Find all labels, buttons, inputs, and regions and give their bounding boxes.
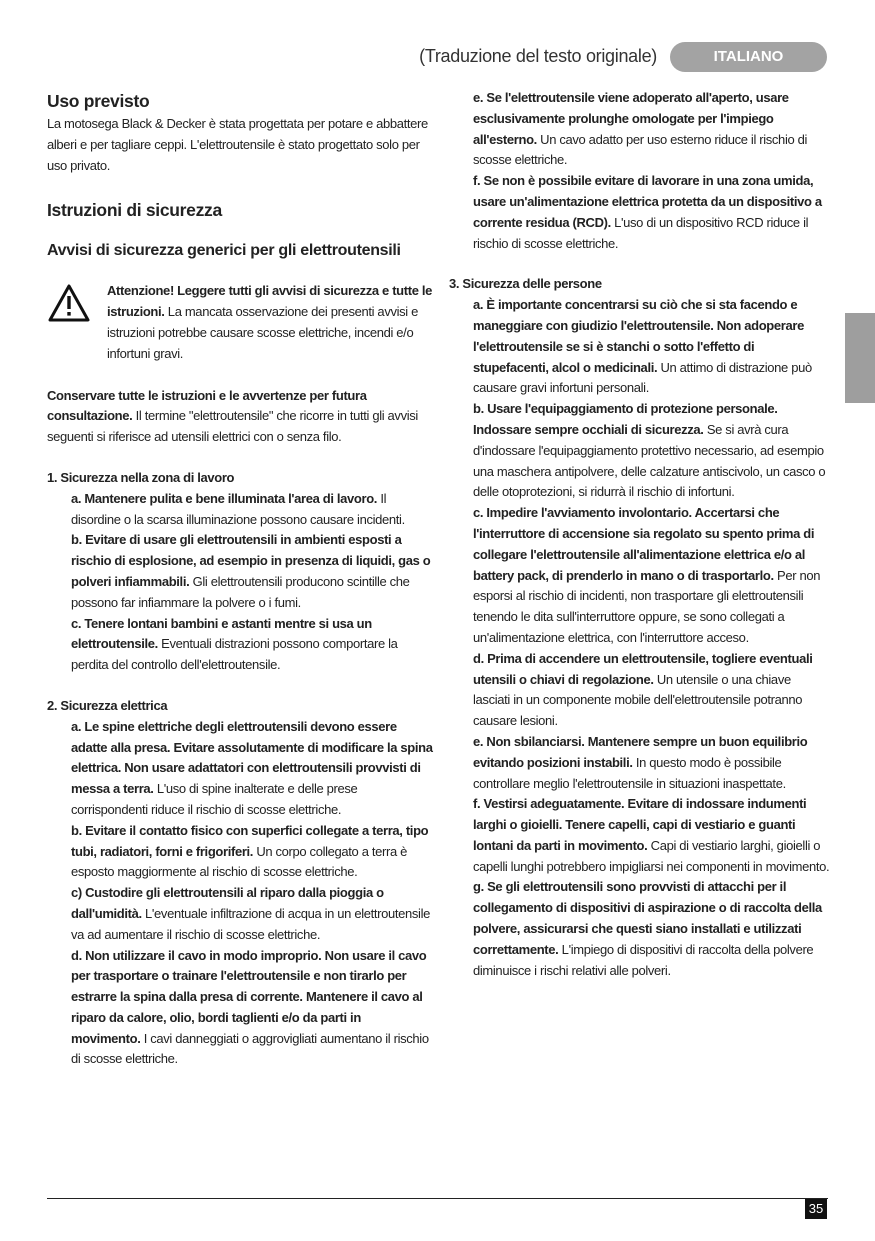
warning-text	[107, 281, 433, 364]
intended-use-heading: Uso previsto	[47, 91, 150, 111]
work-area-list	[47, 489, 433, 676]
list-item: a. È importante concentrarsi su ciò che si sta facendo e maneggiare con giudizio l'elettroutensile. Non adoperare l'elettroutensile se si è stanchi o sotto l'effetto di stupefacenti, alcol o medicinali. Un attimo di distrazione può causare gravi infortuni personali.	[473, 297, 812, 396]
keep-detail: Il termine "elettroutensile" che ricorre in tutti gli avvisi seguenti si riferisce ad utensili elettrici con o senza filo.	[47, 408, 418, 445]
list-item: f. Se non è possibile evitare di lavorare in una zona umida, usare un'alimentazione elettrica protetta da un dispositivo a corrente residua (RCD). L'uso di un dispositivo RCD riduce il rischio di scosse elettriche.	[473, 173, 822, 251]
intended-use-text: La motosega Black & Decker è stata progettata per potare e abbattere alberi e per tagliare ceppi. L'elettroutensile è stato progettato solo per uso privato.	[47, 116, 428, 173]
list-item: b. Evitare il contatto fisico con superfici collegate a terra, tipo tubi, radiatori, forni e frigoriferi. Un corpo collegato a terra è esposto maggiormente al rischio di scosse elettriche.	[71, 822, 429, 880]
footer-rule	[47, 1198, 828, 1199]
electrical-safety-list	[47, 717, 433, 1071]
personal-safety-heading: 3. Sicurezza delle persone	[449, 276, 602, 292]
list-item: c. Impedire l'avviamento involontario. Accertarsi che l'interruttore di accensione sia regolato su spento prima di collegare l'elettroutensile all'alimentazione elettrica e/o al battery pack, di prenderlo in mano o di trasportarlo. Per non esporsi al rischio di incidenti, non trasportare gli elettroutensili tenendo le dita sull'interruttore oppure, se sono collegati a un'alimentazione elettrica, con l'interruttore acceso.	[473, 505, 821, 645]
personal-safety-list	[449, 295, 831, 981]
electrical-safety-heading: 2. Sicurezza elettrica	[47, 697, 168, 713]
language-badge: ITALIANO	[670, 42, 827, 72]
left-column	[47, 88, 433, 1070]
list-item: c) Custodire gli elettroutensili al riparo dalla pioggia o dall'umidità. L'eventuale infiltrazione di acqua in un elettroutensile va ad aumentare il rischio di scosse elettriche.	[71, 885, 431, 942]
list-item: c. Tenere lontani bambini e astanti mentre si usa un elettroutensile. Eventuali distrazioni possono comportare la perdita del controllo dell'elettroutensile.	[71, 615, 398, 673]
warning-triangle-icon	[47, 283, 91, 323]
section-tab-marker	[845, 313, 875, 403]
list-item: d. Non utilizzare il cavo in modo improprio. Non usare il cavo per trasportare o trainare l'elettroutensile e non tirarlo per estrarre la spina dalla presa di corrente. Mantenere il cavo al riparo da calore, olio, bordi taglienti e/o da parti in movimento. I cavi danneggiati o aggrovigliati aumentano il rischio di scosse elettriche.	[71, 947, 429, 1067]
page-number: 35	[805, 1199, 827, 1219]
warning-detail: La mancata osservazione dei presenti avvisi e istruzioni potrebbe causare scosse elettriche, incendi e/o infortuni gravi.	[107, 304, 418, 361]
list-item: e. Non sbilanciarsi. Mantenere sempre un buon equilibrio evitando posizioni instabili. In questo modo è possibile controllare meglio l'elettroutensile in situazioni inaspettate.	[473, 733, 808, 791]
general-warnings-heading: Avvisi di sicurezza generici per gli elettroutensili	[47, 242, 401, 260]
list-item: d. Prima di accendere un elettroutensile, togliere eventuali utensili o chiavi di regolazione. Un utensile o una chiave lasciati in un componente mobile dell'elettroutensile potranno causare lesioni.	[473, 650, 813, 729]
warning-bold: Attenzione! Leggere tutti gli avvisi di sicurezza e tutte le istruzioni.	[107, 283, 433, 320]
translation-note: (Traduzione del testo originale)	[419, 46, 657, 66]
list-item: f. Vestirsi adeguatamente. Evitare di indossare indumenti larghi o gioielli. Tenere capelli, capi di vestiario e guanti lontani da parti in movimento. Capi di vestiario larghi, gioielli o capelli lunghi potrebbero impigliarsi nei componenti in movimento.	[473, 796, 830, 874]
list-item: g. Se gli elettroutensili sono provvisti di attacchi per il collegamento di dispositivi di aspirazione o di raccolta della polvere, assicurarsi che questi siano installati e utilizzati correttamente. L'impiego di dispositivi di raccolta della polvere diminuisce i rischi relativi alle polveri.	[473, 879, 822, 978]
list-item: e. Se l'elettroutensile viene adoperato all'aperto, usare esclusivamente prolunghe omologate per l'impiego all'esterno. Un cavo adatto per uso esterno riduce il rischio di scosse elettriche.	[473, 90, 808, 168]
list-item: b. Evitare di usare gli elettroutensili in ambienti esposti a rischio di esplosione, ad esempio in presenza di liquidi, gas o polveri infiammabili. Gli elettroutensili producono scintille che possono far infiammare la polvere o i fumi.	[71, 532, 431, 610]
warning-block	[47, 281, 433, 364]
work-area-heading: 1. Sicurezza nella zona di lavoro	[47, 469, 235, 485]
right-column	[449, 88, 831, 981]
keep-instructions-text	[47, 386, 433, 448]
electrical-safety-list-continued	[449, 88, 831, 254]
safety-instructions-heading: Istruzioni di sicurezza	[47, 200, 222, 221]
keep-bold: Conservare tutte le istruzioni e le avvertenze per futura consultazione.	[47, 387, 367, 424]
list-item: b. Usare l'equipaggiamento di protezione personale. Indossare sempre occhiali di sicurezza. Se si avrà cura d'indossare l'equipaggiamento protettivo necessario, ad esempio una maschera antipolvere, delle calzature antiscivolo, un casco o delle otoprotezioni, si ridurrà il rischio di infortuni.	[473, 401, 826, 500]
list-item: a. Mantenere pulita e bene illuminata l'area di lavoro. Il disordine o la scarsa illuminazione possono causare incidenti.	[71, 490, 405, 527]
list-item: a. Le spine elettriche degli elettroutensili devono essere adatte alla presa. Evitare assolutamente di modificare la spina elettrica. Non usare adattatori con elettroutensili provvisti di messa a terra. L'uso di spine inalterate e delle prese corrispondenti riduce il rischio di scosse elettriche.	[71, 718, 433, 817]
